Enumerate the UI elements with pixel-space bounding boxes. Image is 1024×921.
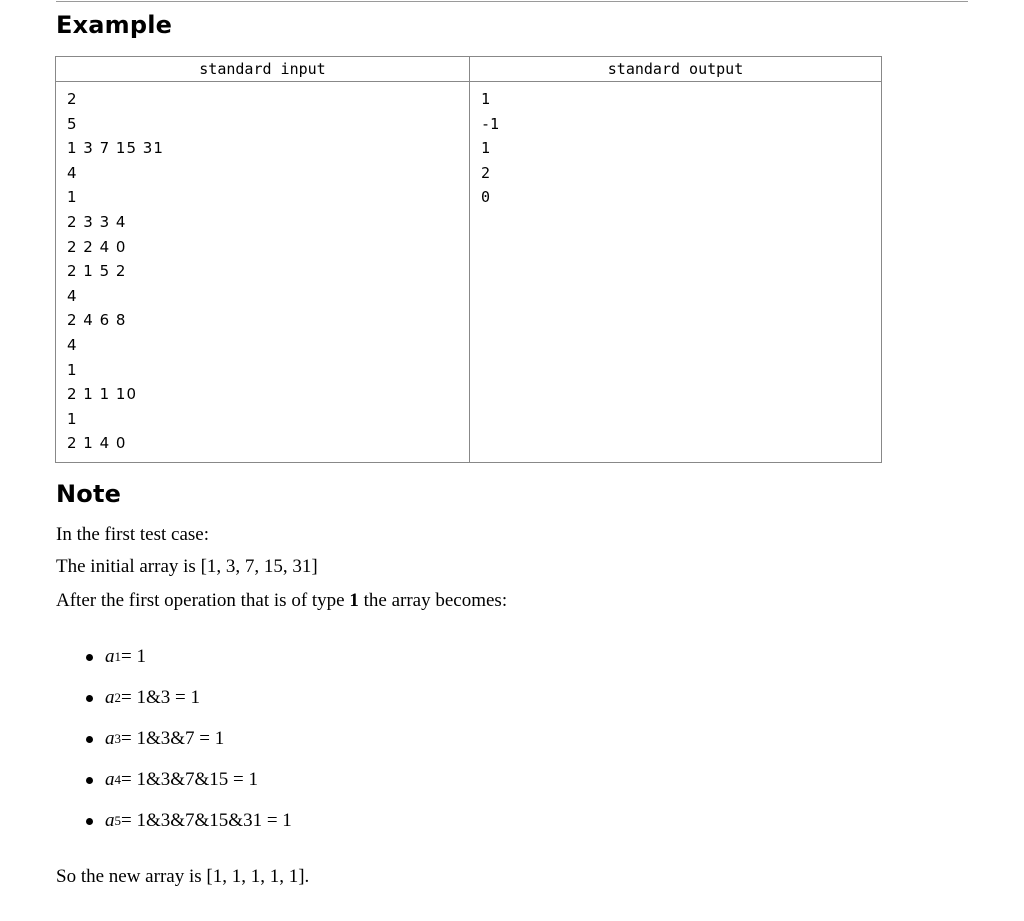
array-element-expression: = 1&3&7&15&31 = 1	[121, 810, 292, 831]
array-element-var: a	[105, 769, 115, 790]
array-element-var: a	[105, 646, 115, 667]
example-io-table	[55, 56, 882, 463]
operation-type: 1	[349, 590, 359, 611]
input-line: 2	[67, 90, 78, 108]
array-element-index: 5	[114, 813, 121, 828]
input-line: 5	[67, 114, 78, 133]
array-element-index: 4	[114, 772, 121, 787]
array-element-expression: = 1&3&7 = 1	[121, 728, 225, 749]
bullet-icon	[86, 777, 93, 784]
array-element-expression: = 1	[121, 646, 146, 667]
note-heading: Note	[56, 480, 122, 508]
input-line: 2 1 1 10	[67, 385, 138, 404]
array-element-var: a	[105, 728, 115, 749]
input-line: 4	[67, 286, 78, 305]
output-line: 1	[481, 139, 491, 158]
array-value-item	[86, 686, 292, 727]
array-element-index: 1	[114, 649, 121, 664]
example-heading: Example	[56, 11, 173, 39]
standard-input-header: standard input	[56, 57, 470, 82]
output-line: 1	[481, 90, 491, 108]
output-line: 2	[481, 163, 491, 182]
note-intro: In the first test case:	[56, 524, 210, 545]
bullet-icon	[86, 818, 93, 825]
initial-array-sentence	[56, 556, 318, 578]
input-line: 2 2 4 0	[67, 237, 127, 256]
new-array-text: So the new array is	[56, 866, 207, 887]
output-lines	[470, 82, 881, 210]
input-lines	[56, 82, 469, 456]
standard-output-header: standard output	[470, 57, 882, 82]
new-array-sentence	[56, 866, 309, 888]
array-element-expression: = 1&3&7&15 = 1	[121, 769, 259, 790]
input-line: 1 3 7 15 31	[67, 139, 164, 158]
standard-input-cell	[56, 82, 470, 463]
array-values-list	[86, 645, 292, 850]
array-element-index: 3	[114, 731, 121, 746]
input-line: 4	[67, 335, 78, 354]
bullet-icon	[86, 736, 93, 743]
array-value-item	[86, 727, 292, 768]
input-line: 2 1 4 0	[67, 434, 127, 453]
new-array-period: .	[304, 866, 310, 887]
array-element-var: a	[105, 687, 115, 708]
array-value-item	[86, 809, 292, 850]
input-line: 2 1 5 2	[67, 262, 127, 281]
bullet-icon	[86, 654, 93, 661]
new-array-math: [1, 1, 1, 1, 1]	[206, 866, 305, 887]
array-value-item	[86, 768, 292, 809]
input-line: 1	[67, 188, 78, 207]
output-line: -1	[481, 114, 500, 133]
standard-output-cell	[470, 82, 882, 463]
output-line: 0	[481, 188, 491, 207]
input-line: 2 3 3 4	[67, 212, 127, 231]
operation-sentence	[56, 590, 507, 612]
input-line: 1	[67, 409, 78, 428]
operation-text-prefix: After the first operation that is of type	[56, 590, 350, 611]
array-value-item	[86, 645, 292, 686]
top-divider	[56, 1, 968, 2]
initial-array-math: [1, 3, 7, 15, 31]	[200, 556, 318, 577]
initial-array-text: The initial array is	[56, 556, 201, 577]
operation-text-suffix: the array becomes:	[358, 590, 508, 611]
input-line: 1	[67, 360, 78, 379]
array-element-expression: = 1&3 = 1	[121, 687, 200, 708]
bullet-icon	[86, 695, 93, 702]
array-element-index: 2	[114, 690, 121, 705]
input-line: 4	[67, 163, 78, 182]
input-line: 2 4 6 8	[67, 311, 127, 330]
array-element-var: a	[105, 810, 115, 831]
